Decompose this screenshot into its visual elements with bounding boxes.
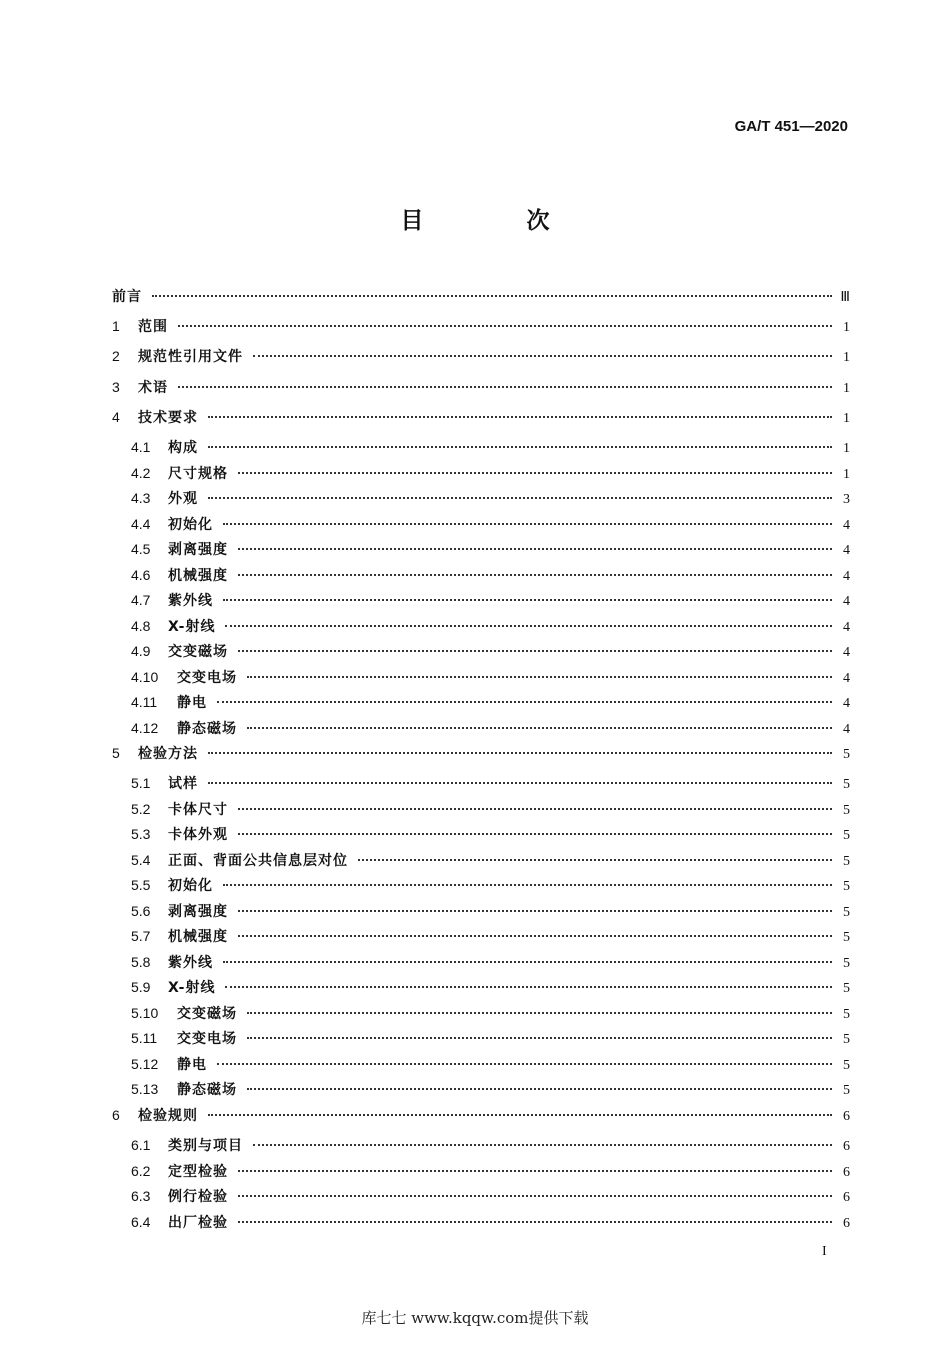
toc-entry-number: 6 (112, 1106, 120, 1123)
page-number: I (822, 1244, 827, 1259)
toc-entry[interactable] (112, 952, 850, 978)
toc-entry-page: 1 (843, 380, 850, 396)
toc-entry-page: 5 (843, 802, 850, 818)
toc-leader-dots (247, 1088, 832, 1090)
toc-entry-title: 静电 (177, 695, 207, 712)
toc-entry[interactable] (112, 286, 850, 316)
toc-entry[interactable] (112, 641, 850, 667)
toc-entry-title: 交变电场 (177, 669, 237, 686)
toc-entry-page: 1 (843, 350, 850, 366)
toc-entry[interactable] (112, 1212, 850, 1238)
toc-entry[interactable] (112, 743, 850, 773)
toc-entry[interactable] (112, 616, 850, 642)
toc-leader-dots (152, 295, 832, 297)
toc-entry-page: 5 (843, 777, 850, 793)
toc-entry-title: 正面、背面公共信息层对位 (168, 852, 348, 869)
toc-entry-title: 静态磁场 (177, 720, 237, 737)
toc-entry-title: 卡体外观 (168, 827, 228, 844)
toc-entry-number: 2 (112, 348, 120, 365)
toc-leader-dots (225, 986, 832, 988)
toc-entry[interactable] (112, 667, 850, 693)
toc-entry-number: 4.7 (131, 592, 151, 609)
toc-entry-title: 例行检验 (168, 1189, 228, 1206)
toc-entry-number: 4.8 (131, 617, 151, 634)
toc-entry-number: 4.6 (131, 566, 151, 583)
toc-entry[interactable] (112, 1161, 850, 1187)
toc-entry-number: 5.8 (131, 953, 151, 970)
toc-entry-page: Ⅲ (840, 290, 850, 305)
toc-entry-page: 5 (843, 981, 850, 997)
toc-entry-page: 5 (843, 930, 850, 946)
toc-entry-title: 机械强度 (168, 567, 228, 584)
toc-leader-dots (223, 523, 832, 525)
toc-leader-dots (208, 416, 832, 418)
toc-leader-dots (217, 701, 832, 703)
toc-entry-page: 5 (843, 879, 850, 895)
toc-title: 目 次 (400, 208, 590, 234)
toc-entry[interactable] (112, 1105, 850, 1135)
toc-leader-dots (253, 355, 832, 357)
toc-entry[interactable] (112, 1079, 850, 1105)
toc-leader-dots (223, 599, 832, 601)
table-of-contents (112, 286, 850, 1237)
toc-entry[interactable] (112, 488, 850, 514)
toc-entry-page: 5 (843, 955, 850, 971)
toc-leader-dots (247, 1037, 832, 1039)
toc-entry[interactable] (112, 850, 850, 876)
toc-entry-title: 技术要求 (138, 409, 198, 426)
toc-leader-dots (208, 1114, 832, 1116)
toc-entry-page: 5 (843, 904, 850, 920)
toc-entry-title: 范围 (138, 319, 168, 335)
toc-entry[interactable] (112, 692, 850, 718)
toc-leader-dots (238, 910, 832, 912)
standard-code: GA/T 451—2020 (734, 118, 848, 135)
toc-leader-dots (208, 782, 832, 784)
toc-entry-title: 前言 (112, 289, 142, 305)
toc-entry[interactable] (112, 875, 850, 901)
toc-entry-number: 4.11 (131, 694, 158, 711)
toc-entry-page: 1 (843, 410, 850, 426)
toc-entry-page: 6 (843, 1108, 850, 1124)
toc-entry[interactable] (112, 565, 850, 591)
toc-entry-number: 5.12 (131, 1055, 159, 1072)
toc-leader-dots (223, 884, 832, 886)
toc-entry-title: 剥离强度 (168, 903, 228, 920)
toc-entry-number: 5.5 (131, 877, 151, 894)
toc-leader-dots (238, 1195, 832, 1197)
toc-entry-number: 4.3 (131, 490, 151, 507)
toc-leader-dots (238, 472, 832, 474)
toc-entry-page: 1 (843, 466, 850, 482)
toc-entry-number: 6.1 (131, 1137, 151, 1154)
toc-entry-number: 4.2 (131, 464, 151, 481)
toc-entry[interactable] (112, 1186, 850, 1212)
toc-entry-number: 6.3 (131, 1188, 151, 1205)
toc-entry-page: 4 (843, 721, 850, 737)
toc-leader-dots (238, 650, 832, 652)
toc-entry-title: 出厂检验 (168, 1214, 228, 1231)
toc-entry-page: 5 (843, 747, 850, 763)
toc-entry[interactable] (112, 346, 850, 376)
toc-entry-title: 尺寸规格 (168, 465, 228, 482)
toc-leader-dots (238, 1170, 832, 1172)
toc-leader-dots (217, 1063, 832, 1065)
toc-entry-number: 5.2 (131, 800, 151, 817)
toc-entry-title: 剥离强度 (168, 542, 228, 559)
toc-entry-page: 4 (843, 645, 850, 661)
toc-entry-page: 5 (843, 853, 850, 869)
toc-entry-title: 初始化 (168, 516, 213, 533)
toc-entry-title: X-射线 (168, 980, 216, 997)
toc-leader-dots (238, 1221, 832, 1223)
toc-entry-title: 规范性引用文件 (138, 349, 243, 366)
toc-leader-dots (178, 386, 832, 388)
toc-entry[interactable] (112, 1135, 850, 1161)
toc-entry-page: 4 (843, 670, 850, 686)
toc-entry-page: 4 (843, 594, 850, 610)
toc-entry-page: 5 (843, 1006, 850, 1022)
toc-leader-dots (238, 548, 832, 550)
toc-entry-title: 交变电场 (177, 1031, 237, 1048)
toc-entry-number: 4.1 (131, 439, 151, 456)
toc-entry[interactable] (112, 773, 850, 799)
toc-leader-dots (208, 497, 832, 499)
toc-leader-dots (238, 833, 832, 835)
toc-entry-number: 4 (112, 408, 120, 425)
toc-leader-dots (238, 935, 832, 937)
toc-entry-number: 5.7 (131, 928, 151, 945)
toc-entry-title: 初始化 (168, 878, 213, 895)
toc-entry-number: 6.2 (131, 1162, 151, 1179)
toc-entry-number: 5.3 (131, 826, 151, 843)
toc-leader-dots (247, 676, 832, 678)
toc-entry[interactable] (112, 377, 850, 407)
toc-leader-dots (253, 1144, 832, 1146)
toc-entry-title: 检验方法 (138, 746, 198, 763)
toc-entry-page: 4 (843, 543, 850, 559)
toc-entry-number: 5.1 (131, 775, 151, 792)
toc-entry-title: 类别与项目 (168, 1138, 243, 1155)
toc-entry-number: 4.4 (131, 515, 151, 532)
toc-entry[interactable] (112, 539, 850, 565)
toc-entry-title: 机械强度 (168, 929, 228, 946)
toc-entry-number: 5.4 (131, 851, 151, 868)
toc-entry-page: 4 (843, 696, 850, 712)
toc-entry-number: 4.5 (131, 541, 151, 558)
toc-entry-page: 4 (843, 619, 850, 635)
toc-entry-page: 6 (843, 1164, 850, 1180)
toc-entry-title: 术语 (138, 379, 168, 396)
toc-entry-number: 4.10 (131, 668, 159, 685)
toc-entry-number: 4.9 (131, 643, 151, 660)
toc-entry[interactable] (112, 977, 850, 1003)
toc-entry[interactable] (112, 437, 850, 463)
toc-entry[interactable] (112, 718, 850, 744)
toc-entry-page: 6 (843, 1215, 850, 1231)
toc-leader-dots (208, 752, 832, 754)
toc-entry-number: 5.10 (131, 1004, 159, 1021)
toc-entry[interactable] (112, 590, 850, 616)
toc-entry[interactable] (112, 1003, 850, 1029)
toc-entry-number: 5.6 (131, 902, 151, 919)
toc-entry-page: 4 (843, 517, 850, 533)
footer-watermark: 库七七 www.kqqw.com提供下载 (361, 1309, 589, 1327)
toc-entry[interactable] (112, 799, 850, 825)
toc-entry-title: 静电 (177, 1056, 207, 1073)
toc-entry[interactable] (112, 901, 850, 927)
toc-entry-page: 5 (843, 1057, 850, 1073)
toc-leader-dots (178, 325, 832, 327)
toc-entry-title: 静态磁场 (177, 1082, 237, 1099)
toc-entry-page: 1 (843, 441, 850, 457)
toc-leader-dots (223, 961, 832, 963)
toc-entry-page: 6 (843, 1190, 850, 1206)
toc-entry-title: 检验规则 (138, 1107, 198, 1124)
toc-entry-number: 5.11 (131, 1030, 158, 1047)
toc-entry[interactable] (112, 463, 850, 489)
toc-entry-title: 紫外线 (168, 954, 213, 971)
toc-entry-page: 5 (843, 1083, 850, 1099)
toc-entry-number: 4.12 (131, 719, 159, 736)
toc-entry[interactable] (112, 514, 850, 540)
toc-entry[interactable] (112, 407, 850, 437)
toc-leader-dots (238, 574, 832, 576)
toc-entry-number: 3 (112, 378, 120, 395)
toc-entry-title: 卡体尺寸 (168, 801, 228, 818)
toc-entry-title: 外观 (168, 491, 198, 508)
toc-entry-title: 交变磁场 (177, 1005, 237, 1022)
toc-entry-title: 紫外线 (168, 593, 213, 610)
toc-entry[interactable] (112, 824, 850, 850)
toc-entry-page: 5 (843, 828, 850, 844)
toc-entry[interactable] (112, 316, 850, 346)
toc-entry-number: 5.9 (131, 979, 151, 996)
toc-entry-title: 试样 (168, 776, 198, 793)
toc-leader-dots (358, 859, 832, 861)
toc-entry-number: 5 (112, 745, 120, 762)
toc-entry-page: 5 (843, 1032, 850, 1048)
toc-entry-title: 交变磁场 (168, 644, 228, 661)
toc-entry-title: 构成 (168, 440, 198, 457)
toc-entry-number: 6.4 (131, 1213, 151, 1230)
toc-leader-dots (208, 446, 832, 448)
toc-entry-page: 3 (843, 492, 850, 508)
toc-entry-number: 5.13 (131, 1081, 159, 1098)
toc-leader-dots (247, 1012, 832, 1014)
toc-entry-title: 定型检验 (168, 1163, 228, 1180)
toc-entry-page: 6 (843, 1139, 850, 1155)
toc-entry[interactable] (112, 1028, 850, 1054)
toc-leader-dots (247, 727, 832, 729)
toc-leader-dots (238, 808, 832, 810)
toc-entry-title: X-射线 (168, 618, 216, 635)
toc-entry-page: 4 (843, 568, 850, 584)
toc-entry[interactable] (112, 926, 850, 952)
toc-entry-page: 1 (843, 320, 850, 335)
toc-entry[interactable] (112, 1054, 850, 1080)
toc-entry-number: 1 (112, 318, 120, 334)
toc-leader-dots (225, 625, 832, 627)
